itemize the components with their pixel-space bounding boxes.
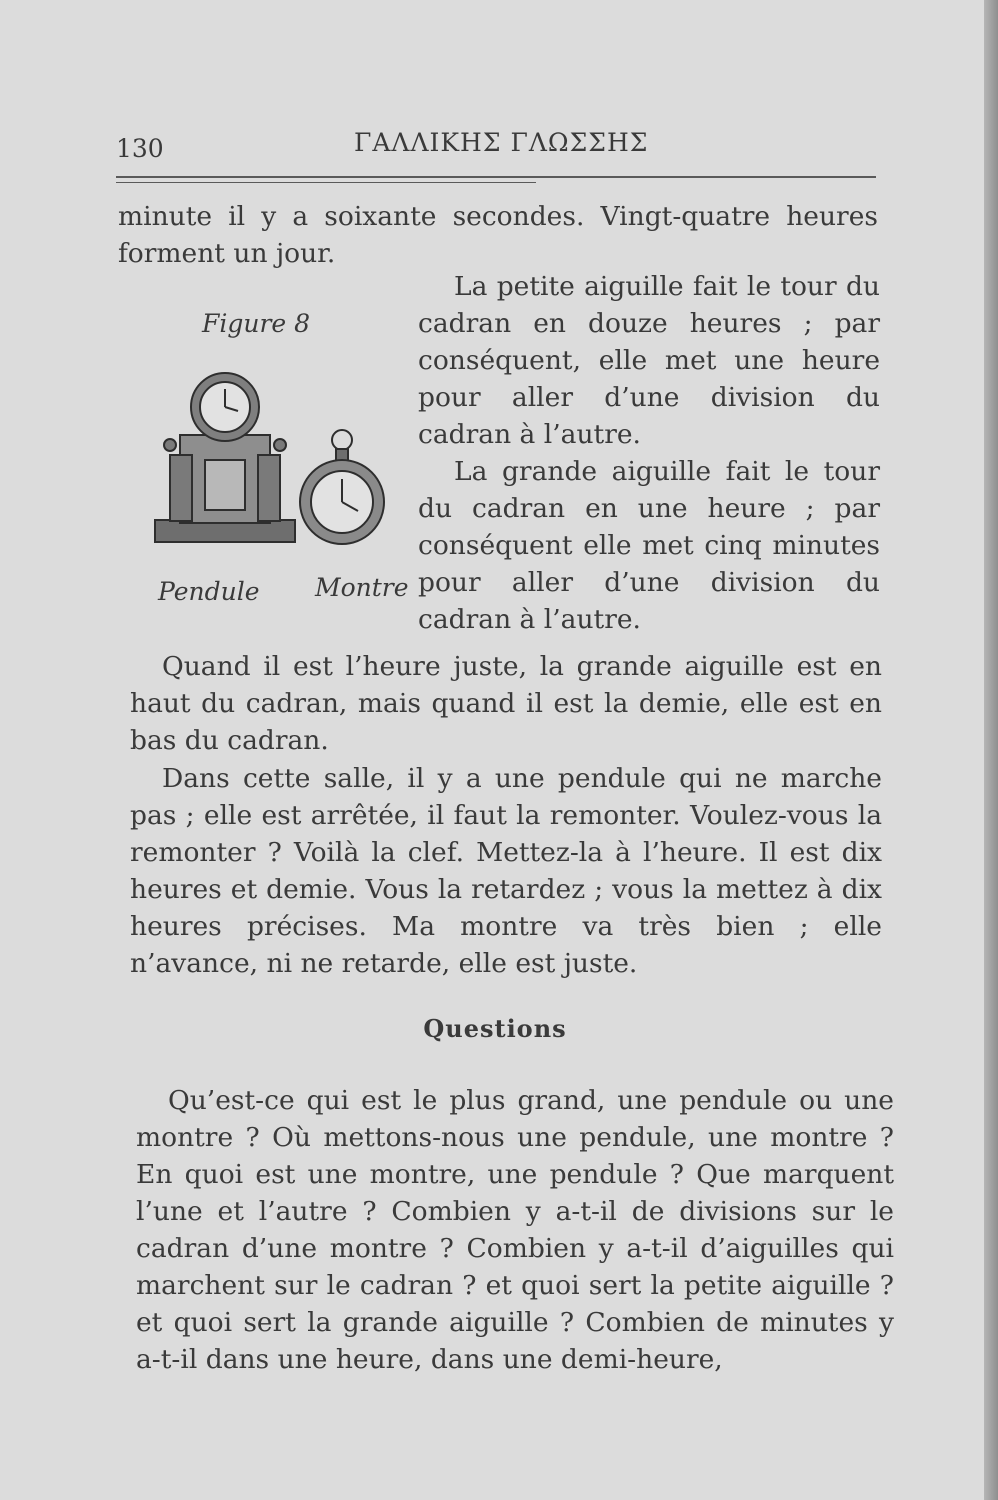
paragraph-pendule-salle: Dans cette salle, il y a une pendule qui ne marche pas ; elle est arrêtée, il faut la remonter. Voulez-vous la remonter ? Voilà la clef. Mettez-la à l’heure. Il est dix heures et demie. Vous la retardez ; vous la mettez à dix heures précises. Ma montre va très bien ; elle n’avance, ni ne retarde, elle est juste.: [130, 763, 882, 979]
page-header: [116, 128, 876, 188]
figure-caption: Figure 8: [202, 309, 311, 338]
page-number: 130: [116, 134, 164, 163]
paragraph-petite-aiguille: La petite aiguille fait le tour du cadran en douze heures ; par conséquent, elle met une heure pour aller d’une division du cadran à l’autre.: [418, 271, 880, 450]
pendule-label: Pendule: [158, 577, 260, 606]
figure-8: [150, 305, 410, 640]
clock-watch-illustration: [150, 365, 400, 565]
running-title: ΓΑΛΛΙΚΗΣ ΓΛΩΣΣΗΣ: [354, 128, 649, 157]
header-rule-thin: [116, 182, 536, 183]
questions-heading: Questions: [423, 1014, 567, 1043]
montre-label: Montre: [315, 573, 409, 602]
header-rule: [116, 176, 876, 178]
montre-watch-icon: [300, 430, 384, 544]
figure-side-column: [418, 268, 880, 638]
paragraph-grande-aiguille: La grande aiguille fait le tour du cadran en une heure ; par conséquent elle met cinq minutes pour aller d’une division du cadran à l’autre.: [418, 456, 880, 635]
questions-text: Qu’est-ce qui est le plus grand, une pendule ou une montre ? Où mettons-nous une pendule, une montre ? En quoi est une montre, une pendule ? Que marquent l’une et l’autre ? Combien y a-t-il de divisions sur le cadran d’une montre ? Combien y a-t-il d’aiguilles qui marchent sur le cadran ? et quoi sert la petite aiguille ? et quoi sert la grande aiguille ? Combien de minutes y a-t-il dans une heure, dans une demi-heure,: [136, 1085, 894, 1375]
paragraph-opening: minute il y a soixante secondes. Vingt-quatre heures forment un jour.: [118, 201, 878, 269]
pendule-clock-icon: [155, 373, 295, 542]
book-spine-edge: [984, 0, 998, 1500]
paragraph-heure-juste: Quand il est l’heure juste, la grande aiguille est en haut du cadran, mais quand il est la demie, elle est en bas du cadran.: [130, 651, 882, 756]
